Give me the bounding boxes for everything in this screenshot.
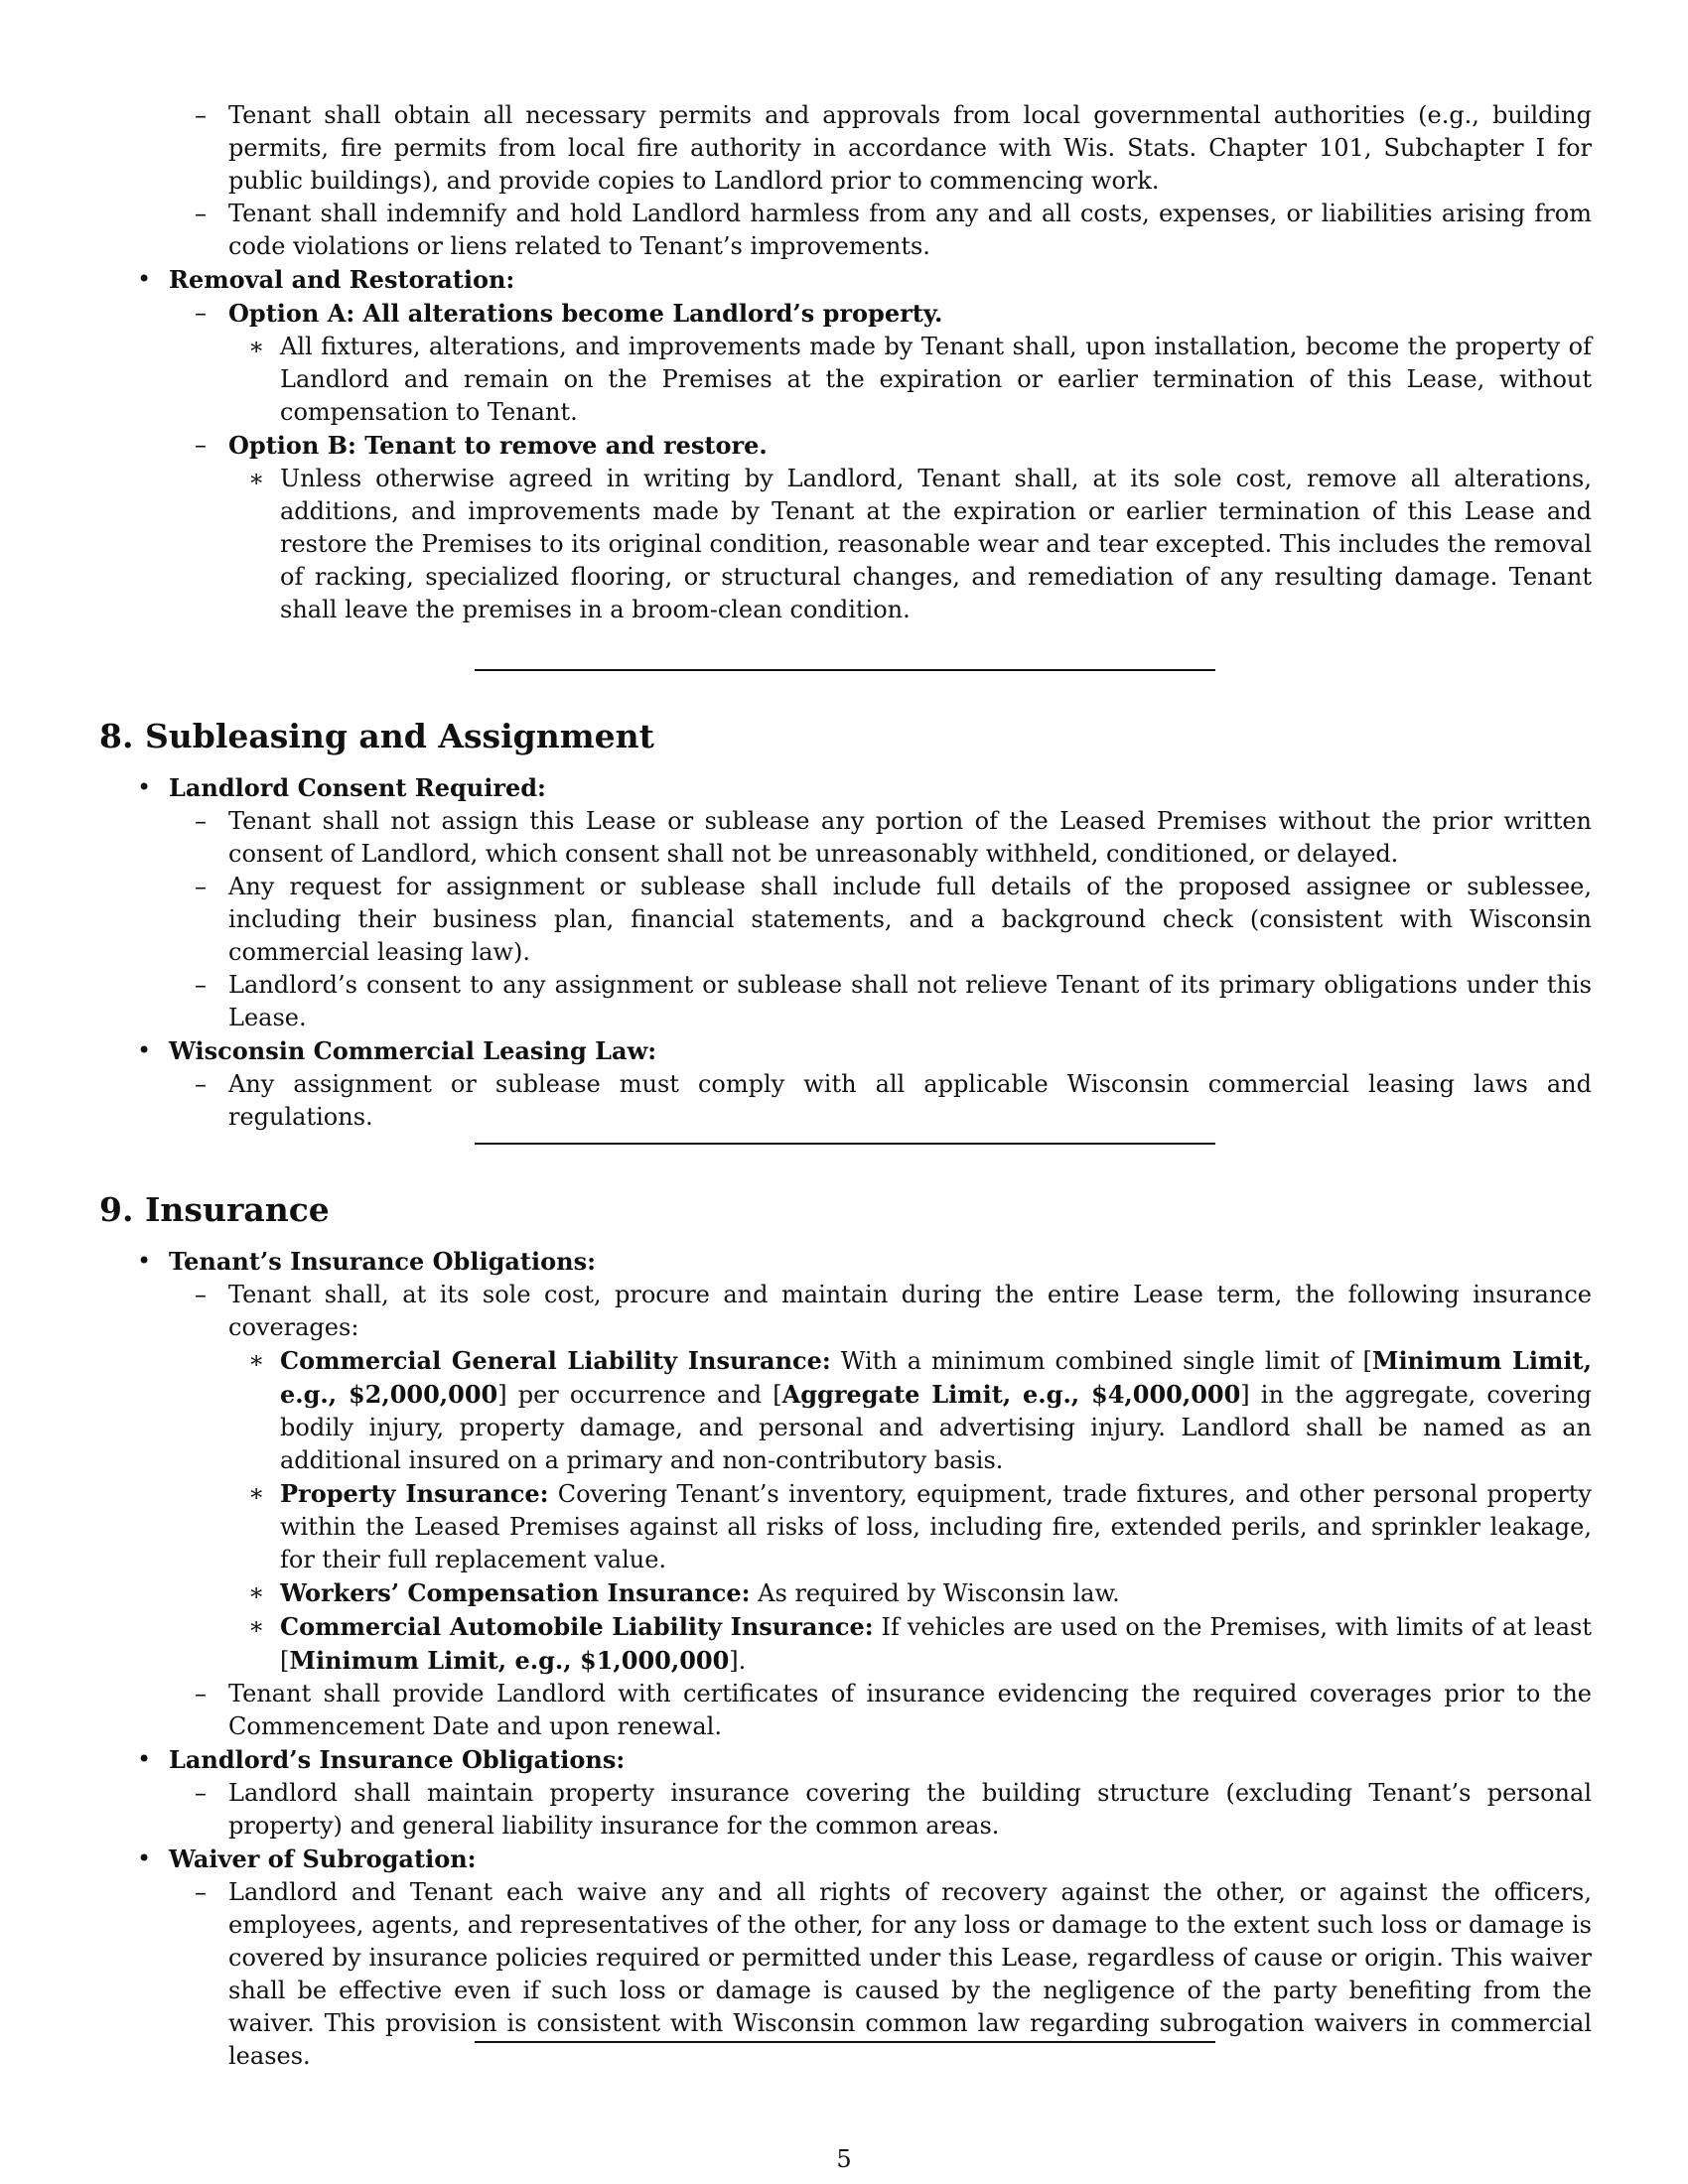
bold-label: Wisconsin Commercial Leasing Law: xyxy=(169,1036,657,1065)
item-text: Any request for assignment or sublease shall include full details of the proposed assignee or sublessee, including their business plan, financial statements, and a background check (consistent with Wisconsin commercial leasing law). xyxy=(228,873,1592,966)
s9-item-9 xyxy=(99,1843,1592,1876)
bold-label: Landlord’s Insurance Obligations: xyxy=(169,1745,626,1774)
item-text: Any assignment or sublease must comply with all applicable Wisconsin commercial leasing laws and regulations. xyxy=(228,1070,1592,1131)
list-marker: – xyxy=(195,1878,207,1906)
bold-label: Workers’ Compensation Insurance: xyxy=(280,1578,751,1607)
s9-item-5 xyxy=(99,1610,1592,1678)
alterations-continued-block xyxy=(99,99,1592,626)
list-marker: – xyxy=(195,101,207,129)
bold-value: Aggregate Limit, e.g., $4,000,000 xyxy=(781,1380,1241,1409)
list-marker: • xyxy=(137,265,152,293)
section-divider-3 xyxy=(475,2041,1215,2043)
item-text: All fixtures, alterations, and improvements made by Tenant shall, upon installation, become the property of Landlord and remain on the Premises at the expiration or earlier termination of this Lease, without compensation to Tenant. xyxy=(280,333,1592,426)
list-marker: • xyxy=(137,1247,152,1275)
list-marker: ∗ xyxy=(248,1479,265,1507)
bold-label: Option A: All alterations become Landlord’s property. xyxy=(228,299,943,328)
item-text: Tenant shall indemnify and hold Landlord harmless from any and all costs, expenses, or liabilities arising from code violations or liens related to Tenant’s improvements. xyxy=(228,200,1592,260)
item-text: Tenant shall not assign this Lease or sublease any portion of the Leased Premises without the prior written consent of Landlord, which consent shall not be unreasonably withheld, conditioned, or delayed. xyxy=(228,807,1592,868)
list-marker: – xyxy=(195,807,207,835)
bold-label: Property Insurance: xyxy=(280,1479,549,1508)
list-marker: ∗ xyxy=(248,1578,265,1606)
s9-item-1 xyxy=(99,1279,1592,1344)
s9-item-10 xyxy=(99,1876,1592,2073)
list-marker: ∗ xyxy=(248,333,265,360)
bold-label: Waiver of Subrogation: xyxy=(169,1844,477,1873)
list-marker: – xyxy=(195,299,207,327)
top-item-3 xyxy=(99,297,1592,331)
section-divider-2 xyxy=(475,1143,1215,1145)
item-text: ] in the aggregate, covering bodily injury, property damage, and personal and advertising injury. Landlord shall be named as an additional insured on a primary and non-contributory basis. xyxy=(280,1381,1593,1474)
section-8-body xyxy=(99,771,1592,1134)
top-item-1 xyxy=(99,198,1592,263)
item-text: Tenant shall, at its sole cost, procure and maintain during the entire Lease term, the following insurance coverages: xyxy=(228,1281,1592,1341)
top-item-4 xyxy=(99,331,1592,429)
bold-value: Minimum Limit, e.g., $1,000,000 xyxy=(289,1646,730,1675)
list-marker: – xyxy=(195,431,207,459)
bold-label: Commercial General Liability Insurance: xyxy=(280,1346,831,1375)
section-9-heading: 9. Insurance xyxy=(99,1190,330,1229)
top-item-5 xyxy=(99,429,1592,463)
bold-label: Commercial Automobile Liability Insurance: xyxy=(280,1612,874,1641)
item-text: Unless otherwise agreed in writing by Landlord, Tenant shall, at its sole cost, remove all alterations, additions, and improvements made by Tenant at the expiration or earlier termination of this Lease and restore the Premises to its original condition, reasonable wear and tear excepted. This includes the removal of racking, specialized flooring, or structural changes, and remediation of any resulting damage. Tenant shall leave the premises in a broom-clean condition. xyxy=(280,465,1592,623)
item-text: Tenant shall provide Landlord with certificates of insurance evidencing the required coverages prior to the Commencement Date and upon renewal. xyxy=(228,1680,1592,1740)
bold-label: Tenant’s Insurance Obligations: xyxy=(169,1247,596,1276)
section-9-body xyxy=(99,1245,1592,2073)
list-marker: – xyxy=(195,1779,207,1807)
item-text: Landlord shall maintain property insurance covering the building structure (excluding Tenant’s personal property) and general liability insurance for the common areas. xyxy=(228,1779,1592,1840)
item-text: ] per occurrence and [ xyxy=(497,1381,782,1409)
s9-item-2 xyxy=(99,1344,1592,1477)
s9-item-8 xyxy=(99,1777,1592,1843)
s8-item-5 xyxy=(99,1068,1592,1134)
list-marker: – xyxy=(195,200,207,227)
s9-item-6 xyxy=(99,1678,1592,1743)
s9-item-0 xyxy=(99,1245,1592,1279)
list-marker: – xyxy=(195,1680,207,1707)
bold-label: Removal and Restoration: xyxy=(169,265,515,294)
s8-item-0 xyxy=(99,771,1592,805)
bold-label: Landlord Consent Required: xyxy=(169,773,546,802)
item-text: With a minimum combined single limit of [ xyxy=(830,1347,1372,1375)
item-text: Landlord and Tenant each waive any and all rights of recovery against the other, or against the officers, employees, agents, and representatives of the other, for any loss or damage to the extent such loss or damage is covered by insurance policies required or permitted under this Lease, regardless of cause or origin. This waiver shall be effective even if such loss or damage is caused by the negligence of the party benefiting from the waiver. This provision is consistent with Wisconsin common law regarding subrogation waivers in commercial leases. xyxy=(228,1878,1592,2070)
item-text: Tenant shall obtain all necessary permits and approvals from local governmental authorities (e.g., building permits, fire permits from local fire authority in accordance with Wis. Stats. Chapter 101, Subchapter I for public buildings), and provide copies to Landlord prior to commencing work. xyxy=(228,101,1592,195)
list-marker: ∗ xyxy=(248,465,265,492)
top-item-6 xyxy=(99,463,1592,626)
list-marker: ∗ xyxy=(248,1346,265,1374)
list-marker: – xyxy=(195,971,207,999)
s8-item-2 xyxy=(99,871,1592,969)
item-text: Landlord’s consent to any assignment or sublease shall not relieve Tenant of its primary obligations under this Lease. xyxy=(228,971,1592,1031)
list-marker: • xyxy=(137,1844,152,1872)
list-marker: ∗ xyxy=(248,1612,265,1640)
list-marker: • xyxy=(137,1745,152,1773)
item-text: As required by Wisconsin law. xyxy=(750,1579,1120,1607)
s9-item-3 xyxy=(99,1477,1592,1576)
s8-item-1 xyxy=(99,805,1592,871)
bold-value: Minimum Limit, e.g., $2,000,000 xyxy=(280,1346,1592,1409)
list-marker: – xyxy=(195,1281,207,1308)
item-text: Covering Tenant’s inventory, equipment, trade fixtures, and other personal property within the Leased Premises against all risks of loss, including fire, extended perils, and sprinkler leakage, for their full replacement value. xyxy=(280,1480,1592,1573)
item-text: If vehicles are used on the Premises, with limits of at least [ xyxy=(280,1613,1593,1675)
s9-item-4 xyxy=(99,1576,1592,1610)
s9-item-7 xyxy=(99,1743,1592,1777)
list-marker: • xyxy=(137,1036,152,1064)
s8-item-4 xyxy=(99,1034,1592,1068)
top-item-2 xyxy=(99,263,1592,297)
bold-label: Option B: Tenant to remove and restore. xyxy=(228,431,768,460)
s8-item-3 xyxy=(99,969,1592,1034)
list-marker: • xyxy=(137,773,152,801)
list-marker: – xyxy=(195,873,207,900)
list-marker: – xyxy=(195,1070,207,1098)
page-number: 5 xyxy=(836,2145,852,2173)
top-item-0 xyxy=(99,99,1592,198)
item-text: ]. xyxy=(729,1647,747,1675)
section-8-heading: 8. Subleasing and Assignment xyxy=(99,717,654,755)
section-divider-1 xyxy=(475,669,1215,671)
